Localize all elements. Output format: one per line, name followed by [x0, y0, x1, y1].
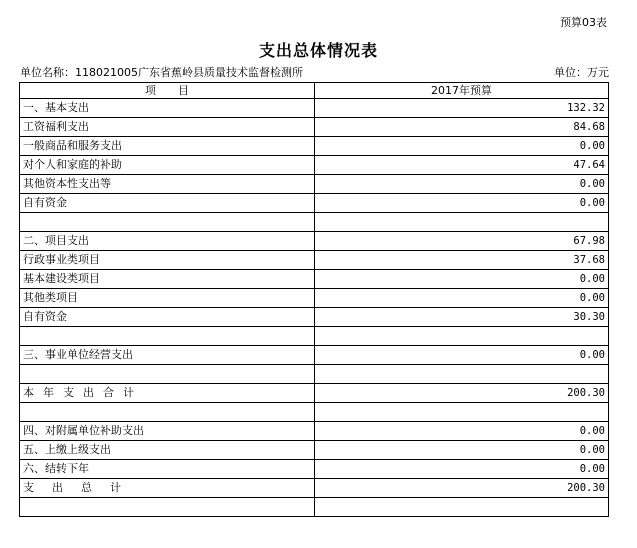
row-amount: 0.00 [315, 289, 609, 308]
column-header-budget: 2017年预算 [315, 83, 609, 99]
row-amount: 132.32 [315, 99, 609, 118]
row-item: 自有资金 [20, 194, 315, 213]
table-row-subtotal [20, 384, 609, 403]
row-amount: 30.30 [315, 308, 609, 327]
table-row [20, 251, 609, 270]
row-item: 基本建设类项目 [20, 270, 315, 289]
row-amount: 200.30 [315, 479, 609, 498]
row-amount: 37.68 [315, 251, 609, 270]
table-row [20, 118, 609, 137]
row-item: 六、结转下年 [20, 460, 315, 479]
table-header-row [20, 83, 609, 99]
row-item: 其他资本性支出等 [20, 175, 315, 194]
page-title: 支出总体情况表 [258, 41, 378, 60]
row-amount: 67.98 [315, 232, 609, 251]
table-row [20, 175, 609, 194]
row-item: 自有资金 [20, 308, 315, 327]
row-item: 本年支出合计 [20, 384, 315, 403]
table-row-total [20, 479, 609, 498]
row-item: 二、项目支出 [20, 232, 315, 251]
row-item: 一、基本支出 [20, 99, 315, 118]
row-amount: 0.00 [315, 460, 609, 479]
table-row [20, 422, 609, 441]
row-amount [315, 365, 609, 384]
row-item: 五、上缴上级支出 [20, 441, 315, 460]
table-row [20, 194, 609, 213]
row-amount [315, 498, 609, 517]
row-item: 行政事业类项目 [20, 251, 315, 270]
row-amount: 0.00 [315, 137, 609, 156]
currency-unit: 单位：万元 [554, 66, 609, 79]
unit-name: 单位名称：118021005广东省蕉岭县质量技术监督检测所 [20, 66, 303, 79]
table-row [20, 99, 609, 118]
table-row-empty [20, 403, 609, 422]
row-amount: 0.00 [315, 346, 609, 365]
row-item [20, 498, 315, 517]
table-row [20, 137, 609, 156]
row-item: 四、对附属单位补助支出 [20, 422, 315, 441]
row-item: 其他类项目 [20, 289, 315, 308]
row-amount: 0.00 [315, 194, 609, 213]
row-amount: 0.00 [315, 270, 609, 289]
row-item [20, 327, 315, 346]
table-row-empty [20, 498, 609, 517]
row-amount: 84.68 [315, 118, 609, 137]
row-amount: 0.00 [315, 441, 609, 460]
row-amount [315, 403, 609, 422]
row-item: 支出总计 [20, 479, 315, 498]
table-row-empty [20, 327, 609, 346]
form-number: 预算03表 [560, 16, 607, 29]
row-amount: 200.30 [315, 384, 609, 403]
expenditure-table [19, 82, 609, 517]
row-item: 三、事业单位经营支出 [20, 346, 315, 365]
row-item [20, 403, 315, 422]
row-amount: 0.00 [315, 422, 609, 441]
row-amount [315, 327, 609, 346]
row-amount: 0.00 [315, 175, 609, 194]
row-amount: 47.64 [315, 156, 609, 175]
table-row [20, 156, 609, 175]
column-header-item: 项 目 [20, 83, 315, 99]
row-item [20, 213, 315, 232]
table-row [20, 460, 609, 479]
table-row [20, 232, 609, 251]
row-amount [315, 213, 609, 232]
table-row [20, 441, 609, 460]
row-item: 对个人和家庭的补助 [20, 156, 315, 175]
table-row [20, 270, 609, 289]
row-item: 一般商品和服务支出 [20, 137, 315, 156]
table-row [20, 289, 609, 308]
table-row-empty [20, 213, 609, 232]
table-row [20, 346, 609, 365]
row-item: 工资福利支出 [20, 118, 315, 137]
table-row-empty [20, 365, 609, 384]
table-row [20, 308, 609, 327]
row-item [20, 365, 315, 384]
